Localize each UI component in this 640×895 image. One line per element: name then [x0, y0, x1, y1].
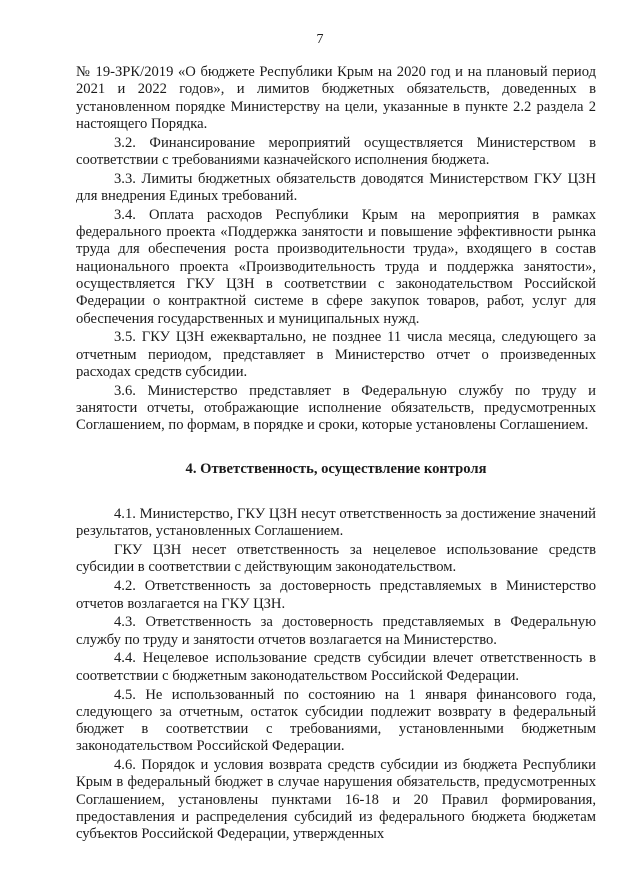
- paragraph-4-2: 4.2. Ответственность за достоверность представляемых в Министерство отчетов возлагается на ГКУ ЦЗН.: [76, 578, 596, 612]
- paragraph-3-2: 3.2. Финансирование мероприятий осуществляется Министерством в соответствии с требованиями казначейского исполнения бюджета.: [76, 134, 596, 168]
- paragraph-3-3: 3.3. Лимиты бюджетных обязательств доводятся Министерством ГКУ ЦЗН для внедрения Единых требований.: [76, 170, 596, 205]
- document-body: [76, 64, 596, 845]
- section-4-title: 4. Ответственность, осуществление контроля: [185, 460, 487, 477]
- paragraph-4-3: 4.3. Ответственность за достоверность представляемых в Федеральную службу по труду и занятости отчетов возлагается на Министерство.: [76, 614, 596, 648]
- paragraph-3-5: 3.5. ГКУ ЦЗН ежеквартально, не позднее 11 числа месяца, следующего за отчетным периодом, представляет в Министерство отчет о произведенных расходах средств субсидии.: [76, 329, 596, 381]
- paragraph-3-4: 3.4. Оплата расходов Республики Крым на мероприятия в рамках федерального проекта «Поддержка занятости и повышение эффективности рынка труда для обеспечения роста производительности труда», входящего в состав национального проекта «Производительность труда и поддержка занятости», осуществляется ГКУ ЦЗН в соответствии с законодательством Российской Федерации о контрактной системе в сфере закупок товаров, работ, услуг для обеспечения государственных и муниципальных нужд.: [76, 206, 596, 327]
- paragraph-4-4: 4.4. Нецелевое использование средств субсидии влечет ответственность в соответствии с бюджетным законодательством Российской Федерации.: [76, 650, 596, 684]
- paragraph-4-1: 4.1. Министерство, ГКУ ЦЗН несут ответственность за достижение значений результатов, установленных Соглашением.: [76, 506, 596, 540]
- paragraph-continuation: № 19-ЗРК/2019 «О бюджете Республики Крым на 2020 год и на плановый период 2021 и 2022 годов», и лимитов бюджетных обязательств, доведенных в установленном порядке Министерству на цели, указанные в пункте 2.2 раздела 2 настоящего Порядка.: [76, 64, 596, 132]
- paragraph-4-6: 4.6. Порядок и условия возврата средств субсидии из бюджета Республики Крым в федеральный бюджет в случае нарушения обязательств, предусмотренных Соглашением, установлены пунктами 16-18 и 20 Правил формирования, предоставления и распределения субсидий из федерального бюджета бюджетам субъектов Российской Федерации, утвержденных: [76, 757, 596, 843]
- paragraph-4-5: 4.5. Не использованный по состоянию на 1 января финансового года, следующего за отчетным, остаток субсидии подлежит возврату в федеральный бюджет в соответствии с требованиями, установленными бюджетным законодательством Российской Федерации.: [76, 686, 596, 755]
- paragraph-4-1-b: ГКУ ЦЗН несет ответственность за нецелевое использование средств субсидии в соответствии с действующим законодательством.: [76, 542, 596, 576]
- paragraph-3-6: 3.6. Министерство представляет в Федеральную службу по труду и занятости отчеты, отображающие исполнение обязательств, предусмотренных Соглашением, по формам, в порядке и сроки, которые установлены Соглашением.: [76, 382, 596, 434]
- page-number: 7: [316, 32, 324, 47]
